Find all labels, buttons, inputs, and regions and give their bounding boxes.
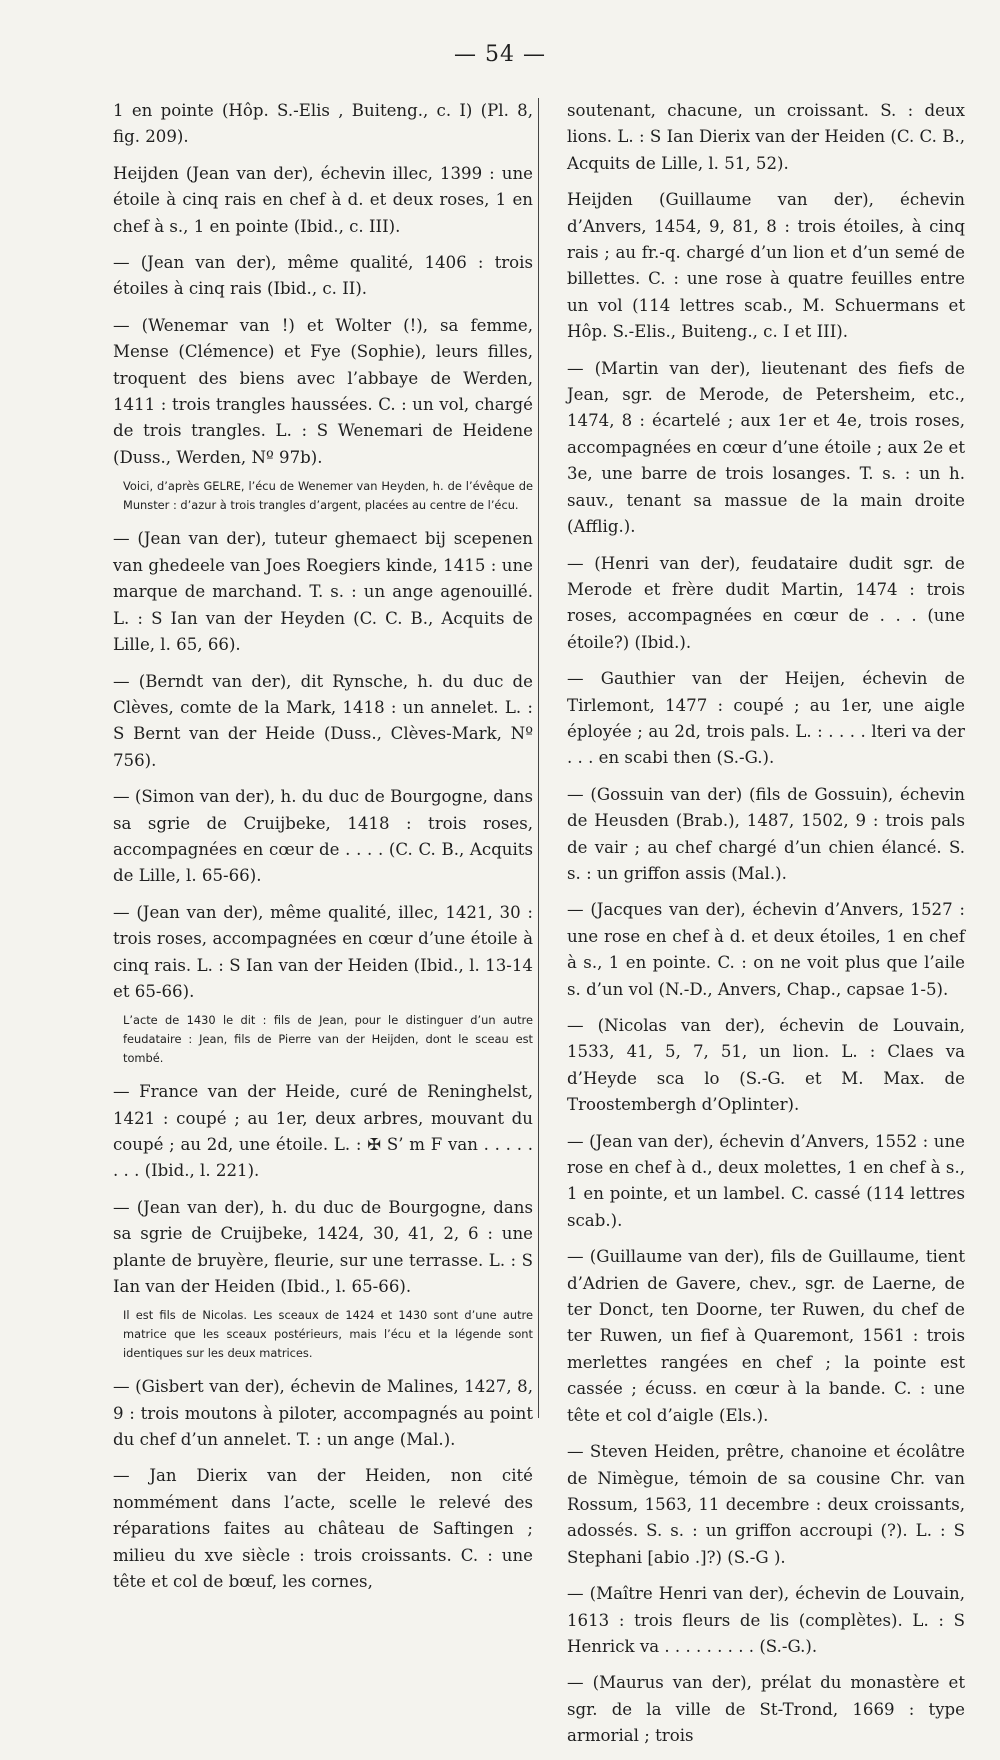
left-column xyxy=(113,98,533,1605)
entry-paragraph: soutenant, chacune, un croissant. S. : deux lions. L. : S Ian Dierix van der Heiden (C. C. B., Acquits de Lille, l. 51, 52). xyxy=(567,101,965,173)
page-number: — 54 — xyxy=(454,42,546,67)
entry-paragraph: — Steven Heiden, prêtre, chanoine et écolâtre de Nimègue, témoin de sa cousine Chr. van Rossum, 1563, 11 decembre : deux croissants, adossés. S. s. : un griffon accroupi (?). L. : S Stephani [abio .]?) (S.-G ). xyxy=(567,1442,965,1567)
right-column xyxy=(567,98,965,1760)
entry-paragraph: — (Guillaume van der), fils de Guillaume, tient d’Adrien de Gavere, chev., sgr. de Laerne, de ter Donct, ten Doorne, ter Ruwen, du chef de ter Ruwen, un fief à Quaremont, 1561 : trois merlettes rangées en chef ; la pointe est cassée ; écuss. en cœur à la bande. C. : une tête et col d’aigle (Els.). xyxy=(567,1247,965,1425)
entry-paragraph: — (Martin van der), lieutenant des fiefs de Jean, sgr. de Merode, de Petersheim, etc., 1474, 8 : écartelé ; aux 1er et 4e, trois roses, accompagnées en cœur d’une étoile ; aux 2e et 3e, une barre de trois losanges. T. s. : un h. sauv., tenant sa massue de la main droite (Afflig.). xyxy=(567,358,965,537)
column-divider xyxy=(538,98,539,1418)
entry-paragraph: — (Jean van der), tuteur ghemaect bij scepenen van ghedeele van Joes Roegiers kinde, 1415 : une marque de marchand. T. s. : un ange agenouillé. L. : S Ian van der Heyden (C. C. B., Acquits de Lille, l. 65, 66). xyxy=(113,529,533,655)
footnote-paragraph: Il est fils de Nicolas. Les sceaux de 1424 et 1430 sont d’une autre matrice que les sceaux postérieurs, mais l’écu et la légende sont identiques sur les deux matrices. xyxy=(123,1308,533,1360)
entry-paragraph: 1 en pointe (Hôp. S.-Elis , Buiteng., c. I) (Pl. 8, fig. 209). xyxy=(113,101,533,147)
footnote-paragraph: L’acte de 1430 le dit : fils de Jean, pour le distinguer d’un autre feudataire : Jean, fils de Pierre van der Heijden, dont le sceau est tombé. xyxy=(123,1013,533,1065)
entry-paragraph: — (Wenemar van !) et Wolter (!), sa femme, Mense (Clémence) et Fye (Sophie), leurs filles, troquent des biens avec l’abbaye de Werden, 1411 : trois trangles haussées. C. : un vol, chargé de trois trangles. L. : S Wenemari de Heidene (Duss., Werden, Nº 97b). xyxy=(113,315,533,467)
entry-paragraph: Heijden (Jean van der), échevin illec, 1399 : une étoile à cinq rais en chef à d. et deux roses, 1 en chef à s., 1 en pointe (Ibid., c. III). xyxy=(113,163,533,236)
footnote-paragraph: Voici, d’après GELRE, l’écu de Wenemer van Heyden, h. de l’évêque de Munster : d’azur à trois trangles d’argent, placées au centre de l’écu. xyxy=(123,479,533,512)
entry-paragraph: Heijden (Guillaume van der), échevin d’Anvers, 1454, 9, 81, 8 : trois étoiles, à cinq rais ; au fr.-q. chargé d’un lion et d’un semé de billettes. C. : une rose à quatre feuilles entre un vol (114 lettres scab., M. Schuermans et Hôp. S.-Elis., Buiteng., c. I et III). xyxy=(567,190,965,342)
entry-paragraph: — (Jacques van der), échevin d’Anvers, 1527 : une rose en chef à d. et deux étoiles, 1 en chef à s., 1 en pointe. C. : on ne voit plus que l’aile s. d’un vol (N.-D., Anvers, Chap., capsae 1-5). xyxy=(567,900,965,999)
entry-paragraph: — (Jean van der), même qualité, illec, 1421, 30 : trois roses, accompagnées en cœur d’une étoile à cinq rais. L. : S Ian van der Heiden (Ibid., l. 13-14 et 65-66). xyxy=(113,902,533,1001)
entry-paragraph: — (Gossuin van der) (fils de Gossuin), échevin de Heusden (Brab.), 1487, 1502, 9 : trois pals de vair ; au chef chargé d’un chien élancé. S. s. : un griffon assis (Mal.). xyxy=(567,784,965,883)
entry-paragraph: — (Gisbert van der), échevin de Malines, 1427, 8, 9 : trois moutons à piloter, accompagnés au point du chef d’un annelet. T. : un ange (Mal.). xyxy=(113,1377,533,1449)
entry-paragraph: — (Maurus van der), prélat du monastère et sgr. de la ville de St-Trond, 1669 : type armorial ; trois xyxy=(567,1673,965,1746)
entry-paragraph: — (Nicolas van der), échevin de Louvain, 1533, 41, 5, 7, 51, un lion. L. : Claes va d’Heyde sca lo (S.-G. et M. Max. de Troostembergh d’Oplinter). xyxy=(567,1016,965,1115)
entry-paragraph: — France van der Heide, curé de Reninghelst, 1421 : coupé ; au 1er, deux arbres, mouvant du coupé ; au 2d, une étoile. L. : ✠ S’ m F van . . . . . . . . (Ibid., l. 221). xyxy=(113,1082,533,1181)
entry-paragraph: — (Jean van der), échevin d’Anvers, 1552 : une rose en chef à d., deux molettes, 1 en chef à s., 1 en pointe, et un lambel. C. cassé (114 lettres scab.). xyxy=(567,1131,965,1230)
entry-paragraph: — Jan Dierix van der Heiden, non cité nommément dans l’acte, scelle le relevé des réparations faites au château de Saftingen ; milieu du xve siècle : trois croissants. C. : une tête et col de bœuf, les cornes, xyxy=(113,1466,533,1592)
entry-paragraph: — (Simon van der), h. du duc de Bourgogne, dans sa sgrie de Cruijbeke, 1418 : trois roses, accompagnées en cœur de . . . . (C. C. B., Acquits de Lille, l. 65-66). xyxy=(113,787,533,886)
entry-paragraph: — (Jean van der), h. du duc de Bourgogne, dans sa sgrie de Cruijbeke, 1424, 30, 41, 2, 6 : une plante de bruyère, fleurie, sur une terrasse. L. : S Ian van der Heiden (Ibid., l. 65-66). xyxy=(113,1197,533,1296)
entry-paragraph: — (Berndt van der), dit Rynsche, h. du duc de Clèves, comte de la Mark, 1418 : un annelet. L. : S Bernt van der Heide (Duss., Clèves-Mark, Nº 756). xyxy=(113,671,533,770)
entry-paragraph: — (Henri van der), feudataire dudit sgr. de Merode et frère dudit Martin, 1474 : trois roses, accompagnées en cœur de . . . (une étoile?) (Ibid.). xyxy=(567,553,965,652)
entry-paragraph: — (Jean van der), même qualité, 1406 : trois étoiles à cinq rais (Ibid., c. II). xyxy=(113,253,533,299)
entry-paragraph: — Gauthier van der Heijen, échevin de Tirlemont, 1477 : coupé ; au 1er, une aigle éployée ; au 2d, trois pals. L. : . . . . lteri va der . . . en scabi then (S.-G.). xyxy=(567,669,965,768)
entry-paragraph: — (Maître Henri van der), échevin de Louvain, 1613 : trois fleurs de lis (complètes). L. : S Henrick va . . . . . . . . . (S.-G.). xyxy=(567,1584,965,1656)
